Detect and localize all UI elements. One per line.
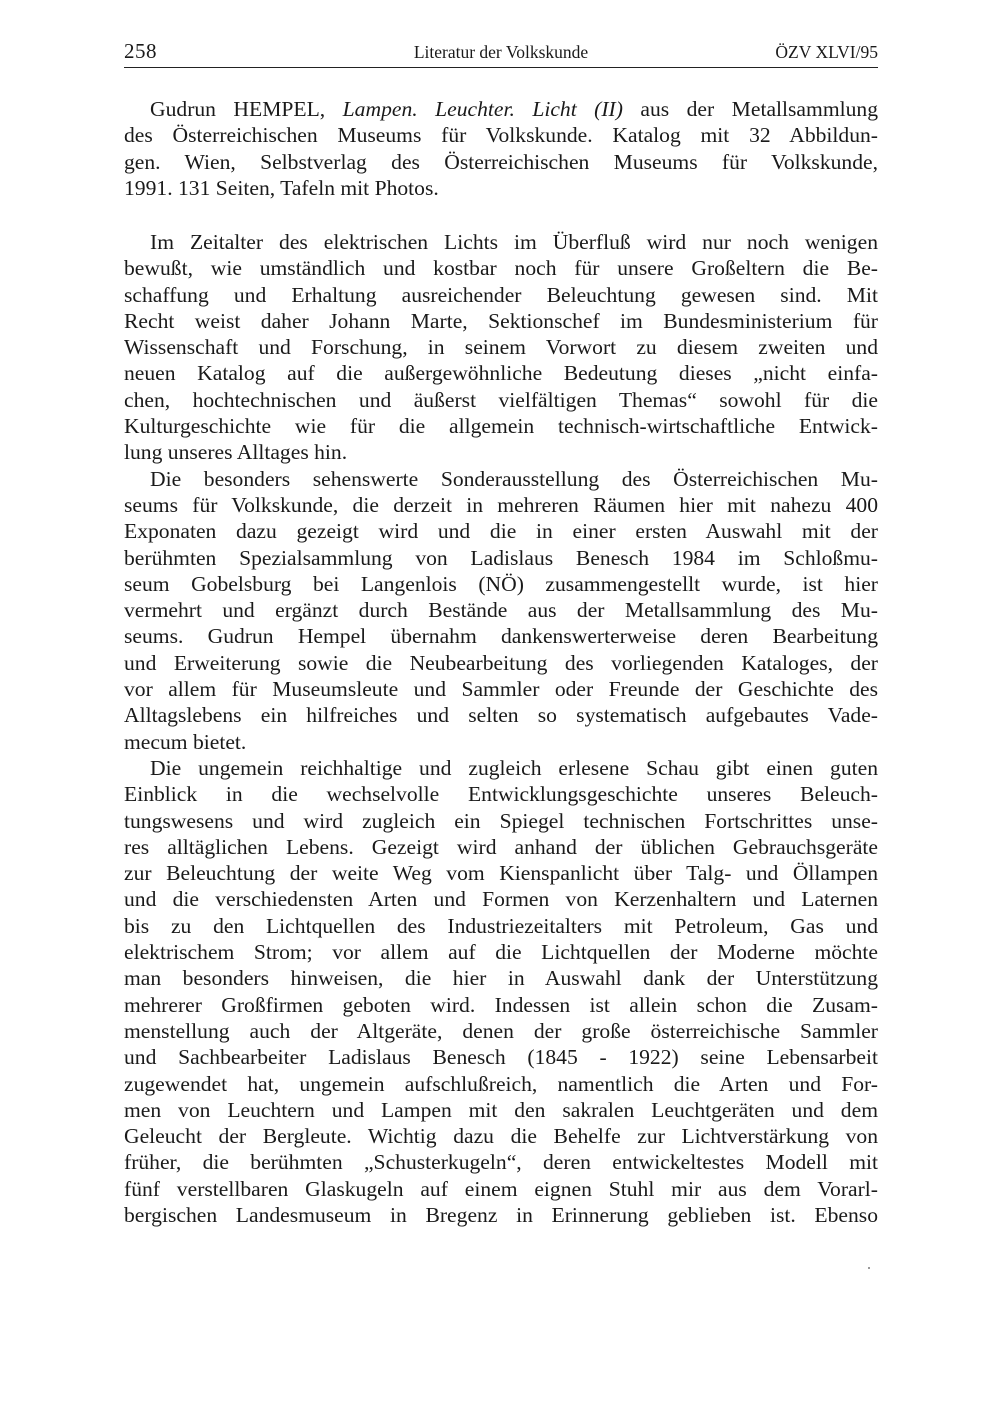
body-line: neuen Katalog auf die außergewöhnliche Bedeutung dieses „nicht einfa- [124,361,878,386]
body-line: Einblick in die wechselvolle Entwicklungsgeschichte unseres Beleuch- [124,782,878,807]
body-line: res alltäglichen Lebens. Gezeigt wird anhand der üblichen Gebrauchsgeräte [124,834,878,859]
body-line: mecum bietet. [124,729,247,754]
body-line: chen, hochtechnischen und äußerst vielfältigen Themas“ sowohl für die [124,387,878,412]
body-line: schaffung und Erhaltung ausreichender Beleuchtung gewesen sind. Mit [124,282,878,307]
body-line: elektrischem Strom; vor allem auf die Lichtquellen der Moderne möchte [124,940,878,965]
header-rule [124,67,878,68]
citation-line: gen. Wien, Selbstverlag des Österreichischen Museums für Volkskunde, [124,149,878,174]
citation-line [124,96,878,122]
body-line: und Erweiterung sowie die Neubearbeitung des vorliegenden Kataloges, der [124,650,878,675]
body-line: Die besonders sehenswerte Sonderausstellung des Österreichischen Mu- [150,466,878,491]
body-line: tungswesens und wird zugleich ein Spiegel technischen Fortschrittes unse- [124,808,878,833]
body-line: Alltagslebens ein hilfreiches und selten so systematisch aufgebautes Vade- [124,703,878,728]
journal-reference: ÖZV XLVI/95 [775,42,878,62]
body-line: fünf verstellbaren Glaskugeln auf einem eignen Stuhl mir aus dem Vorarl- [124,1176,878,1201]
page-number: 258 [124,39,157,63]
body-line: und Sachbearbeiter Ladislaus Benesch (1845 - 1922) seine Lebensarbeit [124,1045,878,1070]
body-line: Im Zeitalter des elektrischen Lichts im Überfluß wird nur noch wenigen [150,230,878,254]
body-line: lung unseres Alltages hin. [124,440,348,465]
bibliographic-citation [124,96,878,201]
running-header [124,36,878,66]
body-line: Geleucht der Bergleute. Wichtig dazu die Behelfe zur Lichtverstärkung von [124,1124,878,1149]
body-line: bewußt, wie umständlich und kostbar noch für unsere Großeltern die Be- [124,256,878,281]
body-line: vermehrt und ergänzt durch Bestände aus der Metallsammlung des Mu- [124,598,878,623]
body-line: zur Beleuchtung der weite Weg vom Kienspanlicht über Talg- und Öllampen [124,861,878,886]
body-line: früher, die berühmten „Schusterkugeln“, deren entwickeltestes Modell mit [124,1150,878,1175]
body-line: und die verschiedensten Arten und Formen von Kerzenhaltern und Laternen [124,887,878,912]
scan-speck [868,1267,870,1269]
citation-author: Gudrun HEMPEL, [150,97,343,121]
citation-text: aus der Metallsammlung [622,97,879,121]
body-line: menstellung auch der Altgeräte, denen der große österreichische Sammler [124,1018,878,1043]
body-line: Recht weist daher Johann Marte, Sektionschef im Bundesministerium für [124,308,878,333]
section-title: Literatur der Volkskunde [413,42,589,62]
body-line: men von Leuchtern und Lampen mit den sakralen Leuchtgeräten und dem [124,1097,878,1122]
body-line: seums. Gudrun Hempel übernahm dankenswerterweise deren Bearbeitung [124,624,878,649]
body-line: berühmten Spezialsammlung von Ladislaus Benesch 1984 im Schloßmu- [124,545,878,570]
body-line: man besonders hinweisen, die hier in Auswahl dank der Unterstützung [124,966,878,991]
citation-line: 1991. 131 Seiten, Tafeln mit Photos. [124,175,439,200]
body-line: zugewendet hat, ungemein aufschlußreich, namentlich die Arten und For- [124,1071,878,1096]
review-body [124,229,878,1228]
body-line: bergischen Landesmuseum in Bregenz in Erinnerung geblieben ist. Ebenso [124,1202,878,1227]
body-line: vor allem für Museumsleute und Sammler oder Freunde der Geschichte des [124,677,878,702]
body-line: bis zu den Lichtquellen des Industriezeitalters mit Petroleum, Gas und [124,913,878,938]
body-line: seums für Volkskunde, die derzeit in mehreren Räumen hier mit nahezu 400 [124,492,878,517]
body-line: Die ungemein reichhaltige und zugleich erlesene Schau gibt einen guten [150,755,878,780]
body-line: Kulturgeschichte wie für die allgemein technisch-wirtschaftliche Entwick- [124,414,878,439]
body-line: Wissenschaft und Forschung, in seinem Vorwort zu diesem zweiten und [124,335,878,360]
body-line: seum Gobelsburg bei Langenlois (NÖ) zusammengestellt wurde, ist hier [124,571,878,596]
body-line: Exponaten dazu gezeigt wird und die in einer ersten Auswahl mit der [124,519,878,544]
citation-line: des Österreichischen Museums für Volkskunde. Katalog mit 32 Abbildun- [124,123,878,148]
citation-title: Lampen. Leuchter. Licht (II) [342,97,623,121]
body-line: mehrerer Großfirmen geboten wird. Indessen ist allein schon die Zusam- [124,992,878,1017]
